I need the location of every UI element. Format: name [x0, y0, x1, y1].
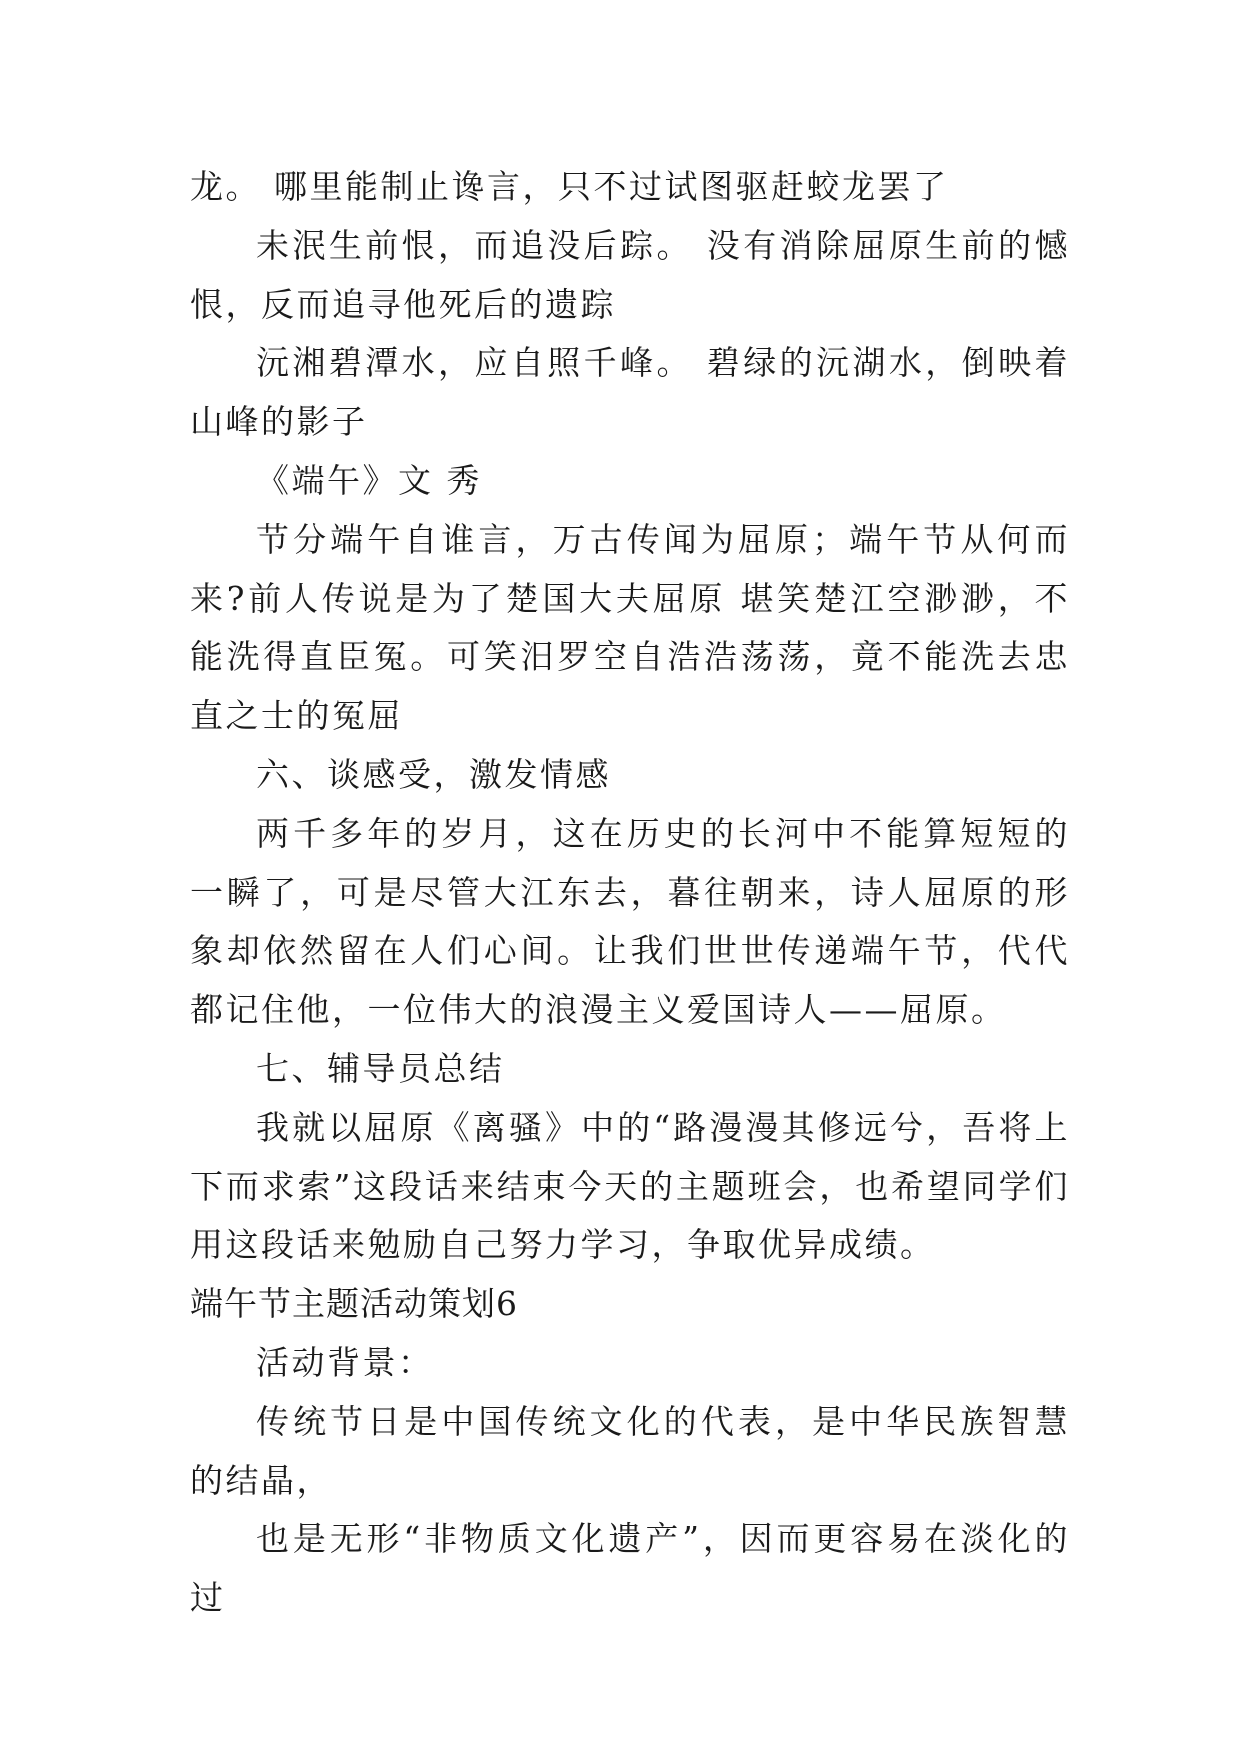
- paragraph-dragon-line: 龙。 哪里能制止谗言，只不过试图驱赶蛟龙罢了: [190, 167, 949, 206]
- paragraph-regret-line: 未泯生前恨，而追没后踪。 没有消除屈原生前的憾恨，反而追寻他死后的遗踪: [190, 225, 1070, 324]
- paragraph-summary: 我就以屈原《离骚》中的“路漫漫其修远兮，吾将上下而求索”这段话来结束今天的主题班会，也希望同学们用这段话来勉励自己努力学习，争取优异成绩。: [190, 1107, 1070, 1265]
- background-label: 活动背景：: [256, 1342, 434, 1382]
- paragraph-xiang-water: 沅湘碧潭水，应自照千峰。 碧绿的沅湖水，倒映着山峰的影子: [190, 343, 1070, 442]
- poem-title: 《端午》文 秀: [256, 460, 482, 500]
- section-heading-feelings: 六、谈感受，激发情感: [256, 754, 611, 794]
- paragraph-feelings: 两千多年的岁月，这在历史的长河中不能算短短的一瞬了，可是尽管大江东去，暮往朝来，诗人屈原的形象却依然留在人们心间。让我们世世传递端午节，代代都记住他，一位伟大的浪漫主义爱国诗人——屈原。: [190, 813, 1070, 1030]
- plan-title: 端午节主题活动策划6: [190, 1284, 518, 1324]
- paragraph-background-2: 也是无形“非物质文化遗产”，因而更容易在淡化的过: [190, 1519, 1070, 1618]
- section-heading-summary: 七、辅导员总结: [256, 1048, 505, 1088]
- document-body: [190, 158, 1070, 1628]
- paragraph-background-1: 传统节日是中国传统文化的代表，是中华民族智慧的结晶，: [190, 1401, 1070, 1500]
- paragraph-poem-explanation: 节分端午自谁言，万古传闻为屈原；端午节从何而来?前人传说是为了楚国大夫屈原 堪笑楚江空渺渺，不能洗得直臣冤。可笑汨罗空自浩浩荡荡，竟不能洗去忠直之士的冤屈: [190, 519, 1070, 736]
